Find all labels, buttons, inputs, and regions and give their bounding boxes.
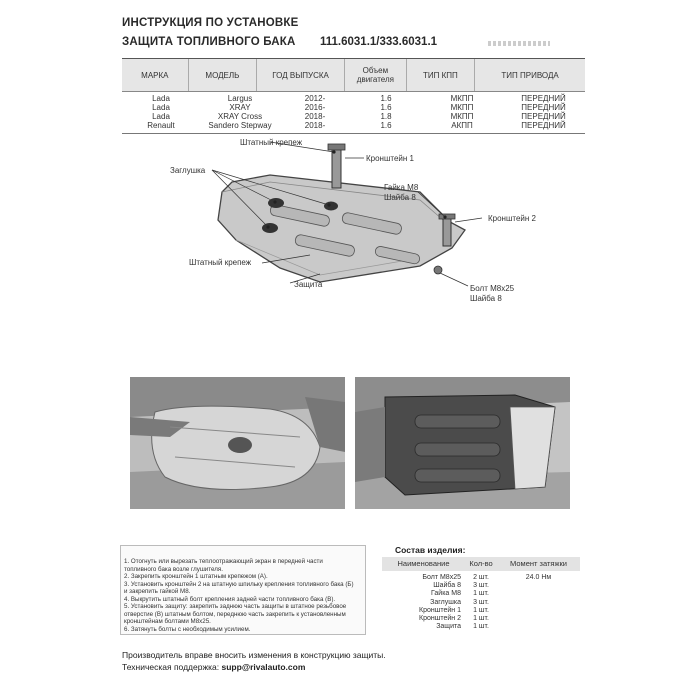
- label-washer-nut: Шайба 8: [384, 193, 416, 202]
- cell-year: 2016-: [304, 103, 326, 112]
- cell-engine: 1.8: [380, 112, 392, 121]
- guard-diagram: [120, 130, 590, 330]
- cell-gearbox: МКПП: [450, 94, 474, 103]
- composition-body: [382, 574, 580, 631]
- instruction-line: кронштейнам болтами М8х25.: [124, 618, 211, 625]
- cell-model: XRAY Cross: [217, 112, 263, 121]
- cell-drive: ПЕРЕДНИЙ: [521, 112, 566, 121]
- instruction-line: 2. Закрепить кронштейн 1 штатным крепежом (А).: [124, 573, 268, 580]
- cell-engine: 1.6: [380, 121, 392, 130]
- table-row: [382, 623, 580, 631]
- cell-drive: ПЕРЕДНИЙ: [521, 103, 566, 112]
- instruction-line: отверстие (В) штатным болтом, переднюю часть закрепить к установленным: [124, 610, 346, 618]
- cell-part: Заглушка: [430, 598, 461, 606]
- label-mount-left: Штатный крепеж: [189, 258, 252, 267]
- spec-header-brand: МАРКА: [122, 59, 189, 91]
- cell-part: Гайка М8: [431, 590, 461, 598]
- instruction-line: и закрепить гайкой М8.: [124, 588, 191, 595]
- cell-drive: ПЕРЕДНИЙ: [521, 121, 566, 130]
- support-email-link[interactable]: supp@rivalauto.com: [221, 662, 306, 672]
- faint-watermark: [488, 41, 550, 46]
- doc-title: ИНСТРУКЦИЯ ПО УСТАНОВКЕ: [122, 17, 299, 29]
- support-label: Техническая поддержка:: [122, 662, 222, 672]
- cell-gearbox: АКПП: [451, 121, 473, 130]
- instruction-line: 1. Отогнуть или вырезать теплоотражающий экран в передней части: [124, 558, 323, 565]
- label-bracket-1: Кронштейн 1: [366, 154, 414, 163]
- cell-brand: Renault: [147, 121, 175, 130]
- table-row: [122, 112, 585, 121]
- spec-header-engine: Объем двигателя: [345, 59, 407, 91]
- table-row: [382, 590, 580, 598]
- cell-brand: Lada: [152, 103, 170, 112]
- instructions-body: [124, 558, 364, 633]
- cell-part: Шайба 8: [433, 582, 461, 590]
- cell-torque: [497, 607, 580, 615]
- label-mount-top: Штатный крепеж: [240, 138, 303, 147]
- cell-brand: Lada: [152, 112, 170, 121]
- instruction-line: 6. Затянуть болты с необходимым усилием.: [124, 625, 251, 633]
- cell-qty: 1 шт.: [473, 623, 489, 631]
- spec-table-header: [122, 59, 585, 92]
- spec-header-drive: ТИП ПРИВОДА: [501, 70, 559, 80]
- guard-plate: [218, 175, 465, 282]
- cell-torque: 24.0 Нм: [525, 574, 552, 581]
- cell-torque: [497, 599, 580, 607]
- cell-year: 2012-: [304, 94, 326, 103]
- spec-header-model: МОДЕЛЬ: [189, 59, 257, 91]
- cell-qty: 2 шт.: [473, 574, 489, 581]
- doc-subtitle: ЗАЩИТА ТОПЛИВНОГО БАКА: [122, 36, 296, 48]
- cell-torque: [497, 582, 580, 590]
- comp-header-qty: Кол-во: [469, 559, 493, 568]
- cell-qty: 3 шт.: [473, 598, 489, 606]
- spec-header-year: ГОД ВЫПУСКА: [257, 59, 345, 91]
- cell-gearbox: МКПП: [450, 103, 474, 112]
- cell-part: Кронштейн 1: [419, 606, 461, 614]
- label-bolt: Болт М8х25: [470, 284, 515, 293]
- cell-part: Защита: [436, 623, 461, 631]
- instruction-line: 5. Установить защиту: закрепить заднюю часть защиты в штатное резьбовое: [124, 603, 347, 610]
- instruction-line: 3. Установить кронштейн 2 на штатную шпильку крепления топливного бака (Б): [124, 580, 354, 588]
- composition-title: Состав изделия:: [395, 545, 466, 555]
- cell-model: Sandero Stepway: [208, 121, 272, 130]
- cell-drive: ПЕРЕДНИЙ: [521, 94, 566, 103]
- cell-part: Кронштейн 2: [419, 614, 461, 622]
- table-row: [382, 582, 580, 590]
- instruction-line: 4. Выкрутить штатный болт крепления задней части топливного бака (В).: [124, 595, 336, 603]
- cell-gearbox: МКПП: [450, 112, 474, 121]
- cell-year: 2018-: [304, 112, 326, 121]
- photo-after-install: [355, 377, 570, 509]
- cell-year: 2018-: [304, 121, 326, 130]
- vehicle-spec-table: [122, 58, 585, 134]
- table-row: [122, 103, 585, 112]
- table-row: [122, 121, 585, 130]
- table-row: [382, 607, 580, 615]
- cell-engine: 1.6: [380, 94, 392, 103]
- table-row: [382, 599, 580, 607]
- cell-torque: [497, 623, 580, 631]
- table-row: [122, 94, 585, 103]
- spec-header-gearbox: ТИП КПП: [407, 59, 475, 91]
- cell-engine: 1.6: [380, 103, 392, 112]
- cell-qty: 1 шт.: [473, 606, 489, 614]
- label-nut: Гайка М8: [384, 183, 419, 192]
- table-row: [382, 574, 580, 582]
- label-plug: Заглушка: [170, 166, 206, 175]
- photo-before-install: [130, 377, 345, 509]
- comp-header-torque: Момент затяжки: [510, 559, 567, 568]
- label-guard: Защита: [294, 280, 323, 289]
- part-number: 111.6031.1/333.6031.1: [320, 36, 438, 48]
- composition-header: [382, 557, 580, 571]
- cell-qty: 1 шт.: [473, 590, 489, 598]
- bolt-m8: [434, 266, 442, 274]
- label-bracket-2: Кронштейн 2: [488, 214, 536, 223]
- cell-part: Болт М8х25: [422, 574, 461, 581]
- cell-torque: [497, 615, 580, 623]
- instruction-line: топливного бака возле глушителя.: [124, 565, 223, 573]
- spec-table-body: [122, 92, 585, 133]
- cell-brand: Lada: [152, 94, 170, 103]
- cell-torque: [497, 590, 580, 598]
- table-row: [382, 615, 580, 623]
- cell-model: Largus: [227, 94, 253, 103]
- cell-qty: 1 шт.: [473, 614, 489, 622]
- comp-header-name: Наименование: [397, 559, 450, 568]
- cell-qty: 3 шт.: [473, 582, 489, 590]
- cell-model: XRAY: [229, 103, 251, 112]
- footer-support: [122, 662, 305, 672]
- label-washer-bolt: Шайба 8: [470, 294, 502, 303]
- footer-disclaimer: Производитель вправе вносить изменения в конструкцию защиты.: [122, 650, 386, 660]
